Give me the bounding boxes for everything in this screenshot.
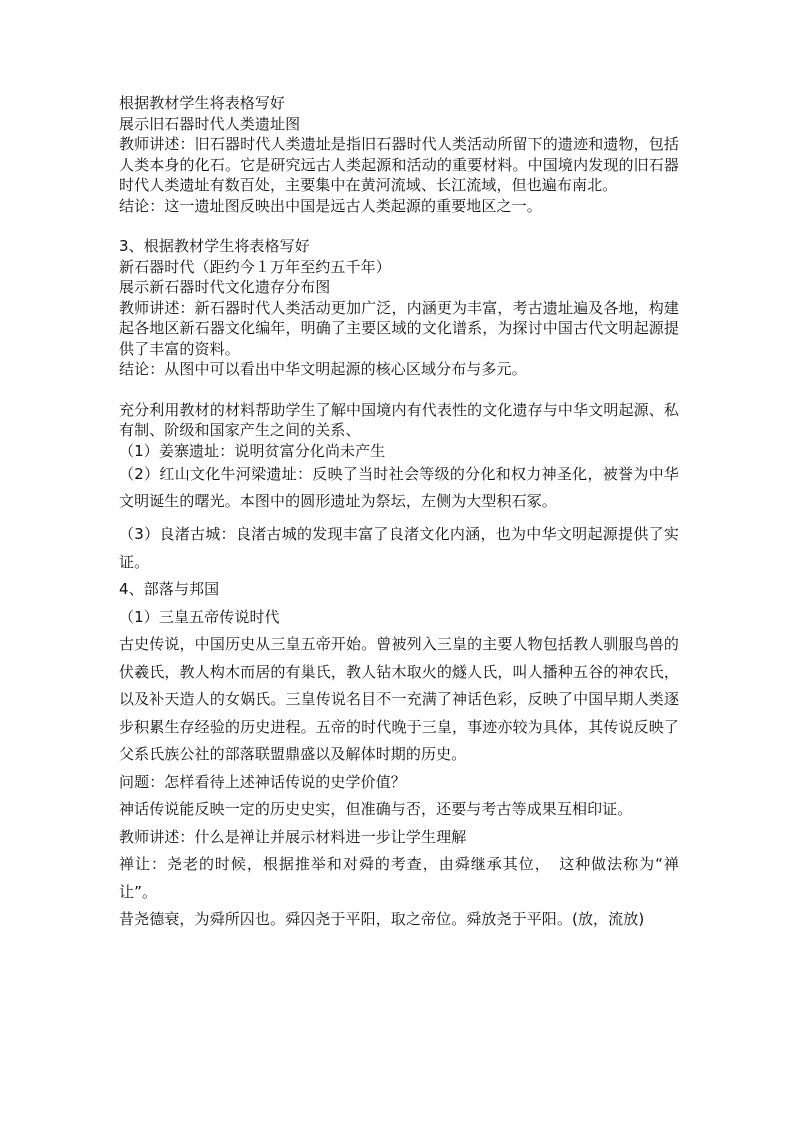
paragraph: 教师讲述：什么是禅让并展示材料进一步让学生理解 [119,827,467,846]
paragraph: 教师讲述：旧石器时代人类遗址是指旧石器时代人类活动所留下的遗迹和遗物，包括人类本身的化石。它是研究远古人类起源和活动的重要材料。中国境内发现的旧石器时代人类遗址有数百处，主要集中在黄河流域、长江流域，但也遍布南北。 [119,135,679,194]
cultural-relics-section [119,400,679,516]
paragraph: 结论：这一遗址图反映出中国是远古人类起源的重要地区之一。 [119,196,542,215]
paragraph: （2）红山文化牛河梁遗址：反映了当时社会等级的分化和权力神圣化，被誉为中华文明诞生的曙光。本图中的圆形遗址为祭坛，左侧为大型积石冢。 [119,465,679,510]
paragraph: （3）良渚古城：良渚古城的发现丰富了良渚文化内涵，也为中华文明起源提供了实证。 [119,525,679,571]
neolithic-section [119,236,679,380]
paragraph: 展示新石器时代文化遗存分布图 [119,278,331,296]
blank-line [119,380,679,400]
paragraph: 教师讲述：新石器时代人类活动更加广泛，内涵更为丰富，考古遗址遍及各地，构建起各地区新石器文化编年，明确了主要区域的文化谱系，为探讨中国古代文明起源提供了丰富的资料。 [119,298,679,358]
paragraph: 展示旧石器时代人类遗址图 [119,114,301,133]
paragraph: 禅让：尧老的时候，根据推举和对舜的考查，由舜继承其位， 这种做法称为“禅让”。 [119,855,679,901]
paragraph: 古史传说，中国历史从三皇五帝开始。曾被列入三皇的主要人物包括教人驯服鸟兽的伏羲氏，教人构木而居的有巢氏，教人钻木取火的燧人氏，叫人播种五谷的神农氏，以及补天造人的女娲氏。三皇传说名目不一充满了神话色彩，反映了中国早期人类逐步积累生存经验的历史进程。五帝的时代晚于三皇，事迹亦较为具体，其传说反映了父系氏族公社的部落联盟鼎盛以及解体时期的历史。 [119,635,679,763]
paragraph: 3、根据教材学生将表格写好 [119,237,310,255]
paragraph: （1）姜寨遗址：说明贫富分化尚未产生 [119,441,386,460]
paragraph: 4、部落与邦国 [119,580,220,598]
paragraph: 根据教材学生将表格写好 [119,94,286,112]
paragraph: 结论：从图中可以看出中华文明起源的核心区域分布与多元。 [119,360,527,378]
document-body [119,93,679,934]
paragraph: 昔尧德衰，为舜所囚也。舜囚尧于平阳，取之帝位。舜放尧于平阳。(放，流放) [119,910,645,928]
paragraph: （1）三皇五帝传说时代 [119,607,280,626]
paragraph: 新石器时代（距约今１万年至约五千年） [119,257,391,276]
paragraph: 问题：怎样看待上述神话传说的史学价值？ [119,772,406,791]
paragraph: 充分利用教材的材料帮助学生了解中国境内有代表性的文化遗存与中华文明起源、私有制、阶级和国家产生之间的关系、 [119,400,679,439]
tribes-and-states-section [119,521,679,934]
paragraph: 神话传说能反映一定的历史史实，但准确与否，还要与考古等成果互相印证。 [119,800,633,818]
blank-line [119,216,679,236]
paleolithic-section [119,93,679,216]
